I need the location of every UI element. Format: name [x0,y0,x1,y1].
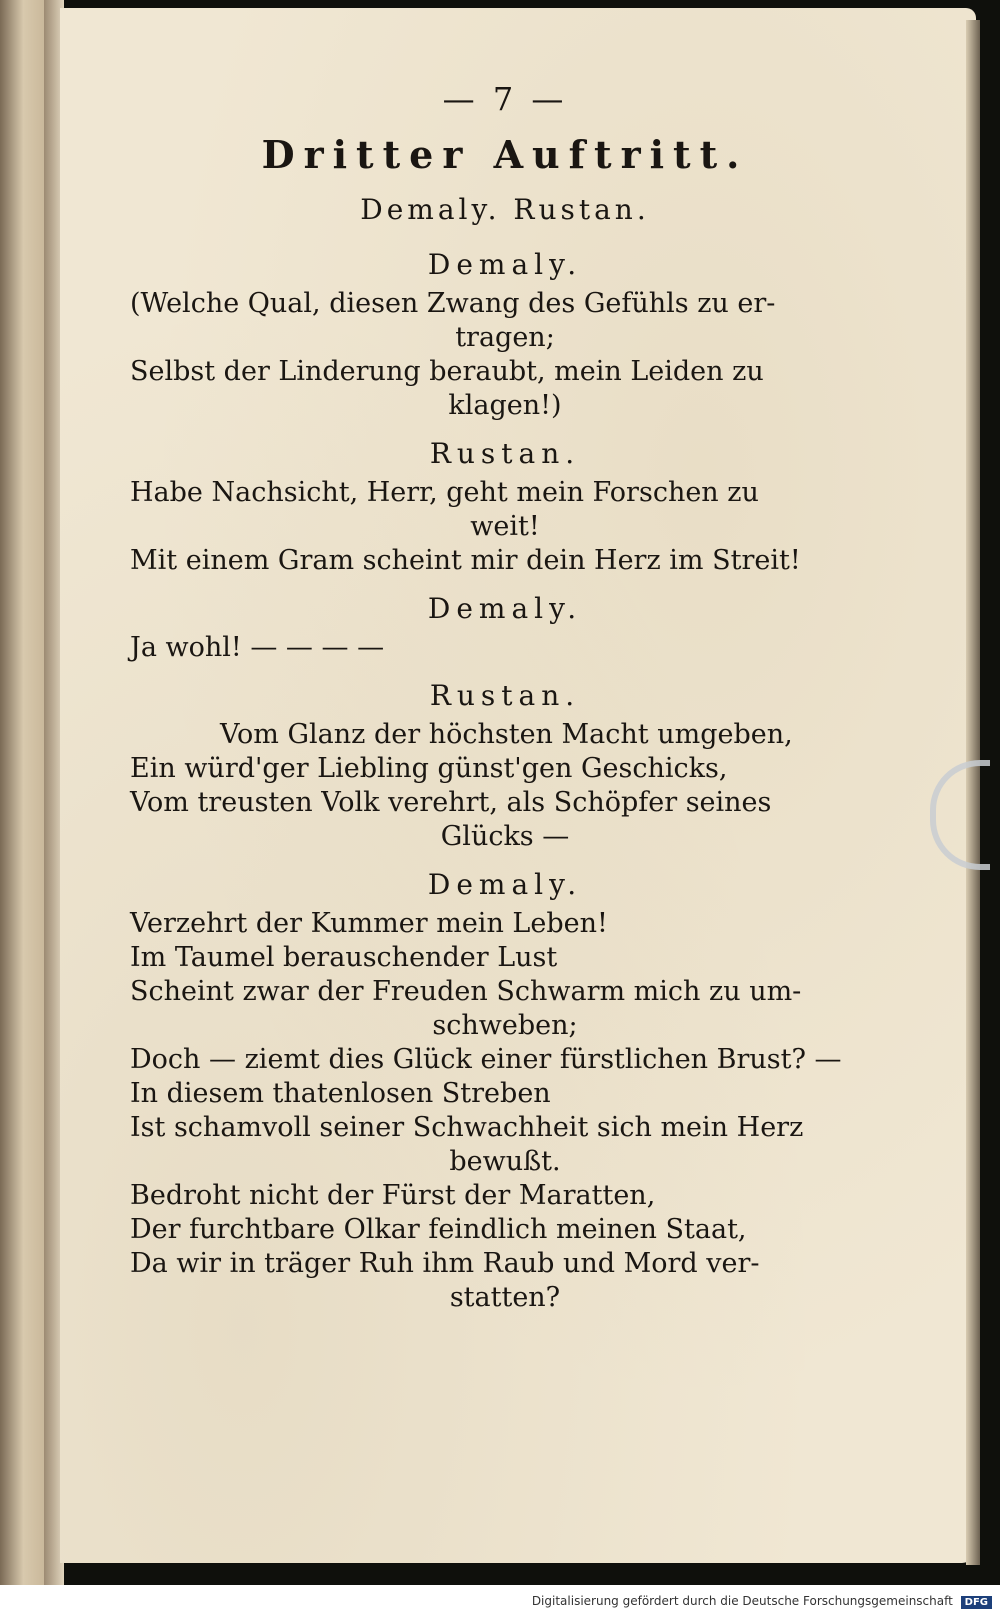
verse-line: Vom Glanz der höchsten Macht umgeben, [220,719,793,750]
verse-line: klagen!) [448,390,562,421]
verse-line: Scheint zwar der Freuden Schwarm mich zu um- [130,976,802,1007]
dialogue [130,248,880,1315]
dialogue-block [130,679,880,854]
verse-line: In diesem thatenlosen Streben [130,1078,551,1109]
page-number: — 7 — [442,80,568,118]
verse-line: Vom treusten Volk verehrt, als Schöpfer seines [130,787,772,818]
speaker-name: Demaly. [427,592,583,625]
verse-line: tragen; [455,322,555,353]
verse-line: statten? [449,1282,561,1313]
verse-line: (Welche Qual, diesen Zwang des Gefühls zu er- [130,288,776,319]
verse-line: Bedroht nicht der Fürst der Maratten, [130,1180,656,1211]
verse-line: Ein würd'ger Liebling günst'gen Geschicks, [130,753,728,784]
dfg-logo: DFG [961,1596,992,1609]
verse-line: Habe Nachsicht, Herr, geht mein Forschen zu [130,477,759,508]
dialogue-block [130,592,880,665]
digitization-credit [532,1594,992,1609]
verse-line: Doch — ziemt dies Glück einer fürstlichen Brust? — [130,1044,842,1075]
dialogue-block [130,868,880,1315]
verse-line: Ja wohl! — — — — [130,632,385,663]
scene-heading: Dritter Auftritt. [261,132,749,177]
dialogue-block [130,248,880,423]
dialogue-block [130,437,880,578]
speaker-name: Rustan. [429,437,581,470]
scene-characters: Demaly. Rustan. [360,193,650,226]
credit-text: Digitalisierung gefördert durch die Deutsche Forschungsgemeinschaft [531,1594,953,1608]
verse-line: Mit einem Gram scheint mir dein Herz im Streit! [130,545,801,576]
verse-line: Verzehrt der Kummer mein Leben! [130,908,608,939]
verse-line: Der furchtbare Olkar feindlich meinen Staat, [130,1214,747,1245]
verse-line: weit! [470,511,540,542]
page-text [130,80,880,1329]
speaker-name: Demaly. [427,868,583,901]
speaker-name: Demaly. [427,248,583,281]
speaker-name: Rustan. [429,679,581,712]
verse-line: bewußt. [449,1146,561,1177]
verse-line: Selbst der Linderung beraubt, mein Leiden zu [130,356,764,387]
verse-line: schweben; [432,1010,578,1041]
verse-line: Ist schamvoll seiner Schwachheit sich mein Herz [130,1112,804,1143]
verse-line: Im Taumel berauschender Lust [130,942,558,973]
verse-line: Glücks — [440,821,570,852]
verse-line: Da wir in träger Ruh ihm Raub und Mord ver- [130,1248,760,1279]
